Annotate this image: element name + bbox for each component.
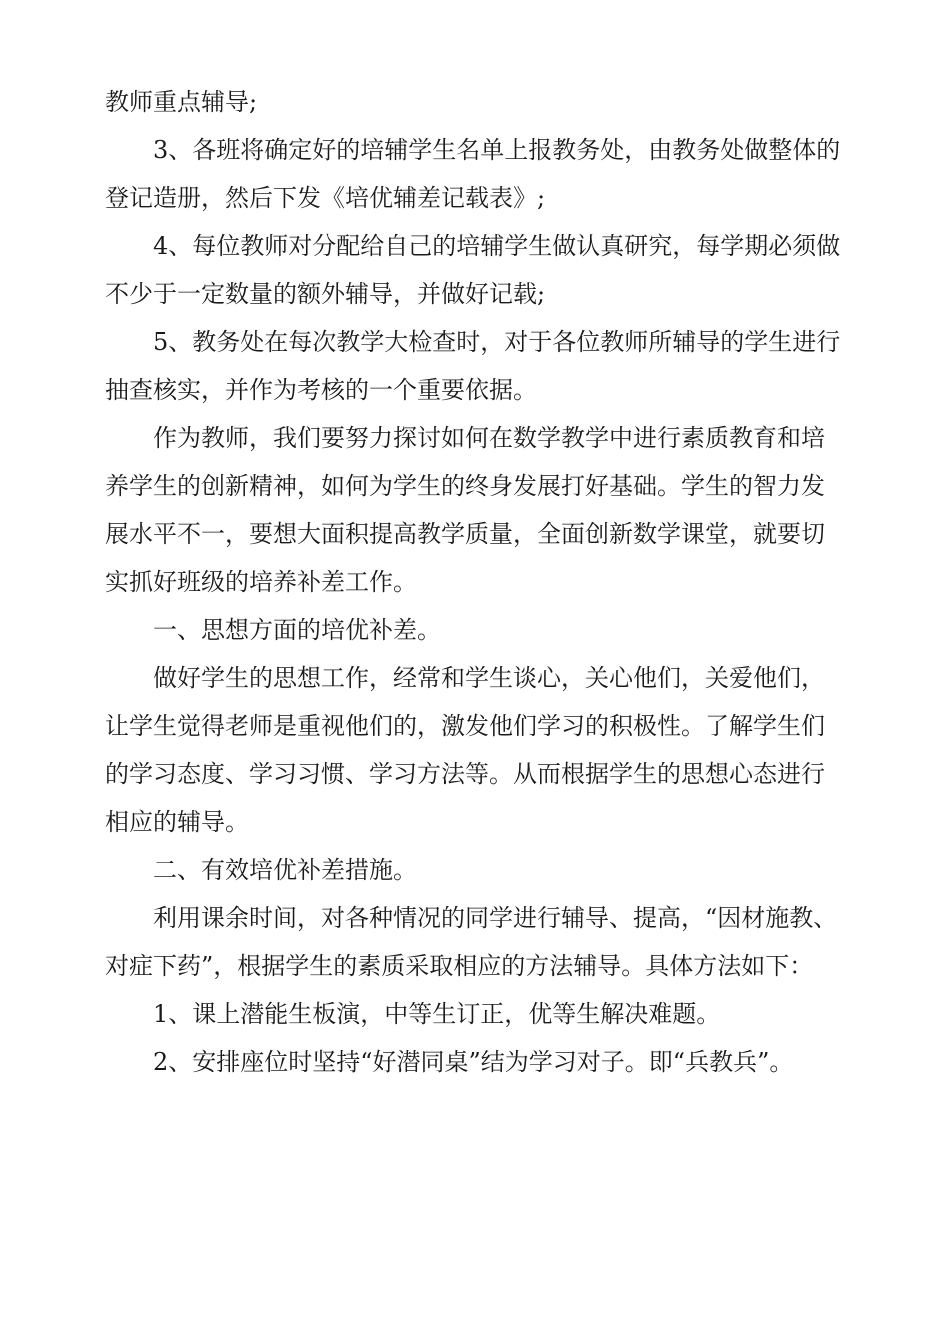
paragraph-1: 教师重点辅导; [105,88,258,116]
paragraph-3: 4、每位教师对分配给自己的培辅学生做认真研究，每学期必须做不少于一定数量的额外辅导，并做好记载; [105,232,841,308]
section-heading-1: 一、思想方面的培优补差。 [153,616,441,644]
paragraph-4: 5、教务处在每次教学大检查时，对于各位教师所辅导的学生进行抽查核实，并作为考核的一个重要依据。 [105,328,841,404]
paragraph-7: 利用课余时间，对各种情况的同学进行辅导、提高，“因材施教、对症下药”，根据学生的素质采取相应的方法辅导。具体方法如下： [105,904,838,980]
section-heading-2: 二、有效培优补差措施。 [153,856,417,884]
paragraph-8: 1、课上潜能生板演，中等生订正，优等生解决难题。 [153,1000,721,1028]
paragraph-9: 2、安排座位时坚持“好潜同桌”结为学习对子。即“兵教兵”。 [153,1048,794,1076]
document-body [105,78,845,1086]
paragraph-6: 做好学生的思想工作，经常和学生谈心，关心他们，关爱他们，让学生觉得老师是重视他们的，激发他们学习的积极性。了解学生们的学习态度、学习习惯、学习方法等。从而根据学生的思想心态进行相应的辅导。 [105,664,825,836]
paragraph-5: 作为教师，我们要努力探讨如何在数学教学中进行素质教育和培养学生的创新精神，如何为学生的终身发展打好基础。学生的智力发展水平不一，要想大面积提高教学质量，全面创新数学课堂，就要切实抓好班级的培养补差工作。 [105,424,825,596]
paragraph-2: 3、各班将确定好的培辅学生名单上报教务处，由教务处做整体的登记造册，然后下发《培优辅差记载表》; [105,136,841,212]
